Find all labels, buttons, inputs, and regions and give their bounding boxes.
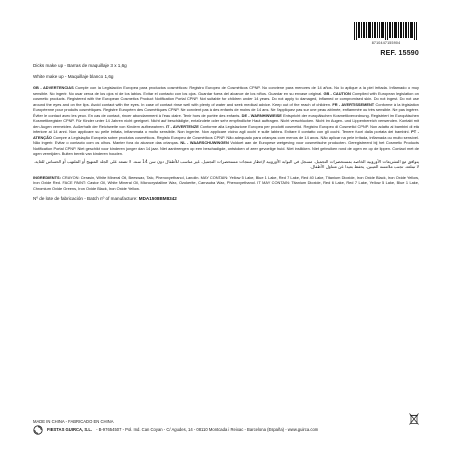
warning-it-text: Conforme alla Legislazione Europea per prodotti cosmetici. Registro Europeo di Cosmetici CPNP. Non adatto ai bambini di età inferiore ai 14 anni. Non applicare su pelle irritata, infiammata o molto sensibile. Non ingerire. Non applicare vicino agli occhi e sulle labbra. Evitare il contatto con gli occhi. Tenere fuori dalla portata dei bambini. <box>33 123 419 134</box>
recycle-icon <box>33 425 43 435</box>
warning-it-heading: IT - AVVERTENZE <box>165 123 199 129</box>
batch-line <box>33 196 419 202</box>
ingredients-block <box>33 175 419 192</box>
trash-bin-icon <box>409 413 419 425</box>
warning-caution-text: Complied with European legislation on cosmetic products. Registered with the European Cosmetics Product Notification Portal CPNP. Not suitable for children under 14 years. Do not apply to damaged, inflamed or compromised skin. Do not ingest. Do not use around the eyes and on the lips. Avoid contact with the eyes. In case of contact rinse well with plenty of water and seek medical advice. Keep out of the reach of children. <box>33 90 419 107</box>
warning-en-text: Cumple con la Legislación Europea para productos cosméticos: Registro Europeo de Cosméticos CPNP. No conviene para menores de 14 años. No lo aplique a la piel irritada. Inflamado o muy sensible. No ingerir. No usar cerca de los ojos ni de los labios. Evitar el contacto con los ojos. Guardar fuera del alcance de los niños. Guardar en su envase original. <box>33 85 419 96</box>
product-line-2: White make up - Maquillaje blanco 1,6g <box>33 74 114 79</box>
company-name: FIESTAS GUIRCA, S.L. <box>47 426 93 432</box>
label-content <box>33 63 419 202</box>
product-reference: REF. 15590 <box>380 50 419 57</box>
barcode-number: 8710447155904 <box>371 41 401 45</box>
warning-fr-text: Conforme à la législation Européenne pour produits cosmétiques. Registre Européen des Cosmétiques CPNP. Ne convient pas à des enfants de moins de 14 ans. Ne l'appliquez pas sur une peau abîmée, enflammée ou très sensible. Ne pas ingérer. Éviter le contact avec les yeux. En cas de contact, rincer abondamment à l'eau claire. Tenir hors de portée des enfants. <box>33 101 419 118</box>
made-in-text: MADE IN CHINA - FABRICADO EN CHINA <box>33 419 114 424</box>
label-footer <box>33 419 419 435</box>
barcode-icon <box>353 22 419 40</box>
warning-de-text: Entspricht der europäischen Kosmetikverordnung. Registriert im Europäischen Kosmetikregister CPNP. Für Kinder unter 14 Jahren nicht geeignet. Nicht auf beschädigte, entzündete oder sehr empfindliche Haut auftragen. Nicht verschlucken. Nicht im Augen- und Lippenbereich verwenden. Kontakt mit den Augen vermeiden. Außerhalb der Reichweite von Kindern aufbewahren. <box>33 112 419 129</box>
warning-caution-heading: GB - CAUTION <box>323 90 351 96</box>
company-details: - B-97654507 - Pol. Ind. Can Coyan - C/ Agudes, 14 - 08110 Montcada i Reixac - Barcelona (España) - www.guirca.com <box>96 426 319 432</box>
batch-value: MDA1508BM8342 <box>138 196 177 202</box>
company-line <box>33 425 419 435</box>
warning-de-heading: DE - WARNHINWEISE <box>241 112 282 118</box>
warning-nl-text: Voldoet aan de Europese wetgeving voor cosmetische producten. Geregistreerd bij het Cosmetic Products Notification Portal CPNP. Niet geschikt voor kinderen jonger dan 14 jaar. Niet aanbrengen op een beschadigde, ontstoken of zeer gevoelige huid. Niet inslikken. Niet gebruiken rond de ogen en op de lippen. Contact met de ogen vermijden. Buiten bereik van kinderen houden. <box>33 140 419 156</box>
warning-pt-text: Cumpre a Legislação Europeia sobre produtos cosméticos. Registo Europeu de Cosméticos CPNP. Não adequado para crianças com menos de 14 anos. Não aplicar na pele irritada, inflamada ou muito sensível. Não ingerir. Evitar o contacto com os olhos. Manter fora do alcance das crianças. <box>33 134 419 145</box>
warning-en-heading: GB - ADVERTENCIAS <box>33 85 74 90</box>
barcode-block <box>353 22 419 45</box>
product-line-1: Dicks make up - Barras de maquillaje 3 x 1,6g <box>33 63 127 68</box>
batch-label: Nº de lote de fabricación - Batch nº of manufacture: <box>33 196 138 202</box>
warning-ar-text: يتوافق مع التشريعات الأوروبية الخاصة بمستحضرات التجميل. مسجل في البوابة الأوروبية لإخطار منتجات مستحضرات التجميل. غير مناسب للأطفال دون سن 14 سنة. لا تضعه على الجلد المتهيج أو الملتهب أو الحساس للغاية. لا تبتلعه. تجنب ملامسة العينين. يحفظ بعيدا عن متناول الأطفال. <box>33 158 419 170</box>
ingredients-heading: INGREDIENTS: <box>33 174 61 180</box>
warning-pt-heading: PT - ATENÇÃO <box>33 129 419 140</box>
warnings-block <box>33 85 419 157</box>
warning-fr-heading: FR - AVERTISSEMENT <box>332 101 375 107</box>
warning-nl-heading: NL - WAARSCHUWINGEN <box>180 140 229 145</box>
ingredients-text: CRAYON: Cerasin, White Mineral Oil, Beeswax, Talc, Phenoxyethanol, Lanolin. MAY CONTAIN: Yellow 5 Lake, Blue 1 Lake, Red 7 Lake, Red 40 Lake, Titanium Dioxide, Iron Oxide Black, Iron Oxide Yellow, Iron Oxide Red. FACE PAINT: Castor Oil, White Mineral Oil, Microcrystalline Wax, Ozokerite, Carnauba Wax, Phenoxyethanol. IT MAY CONTAIN: Titanium Dioxide, Red 6 Lake, Red 7 Lake, Yellow 5 Lake, Blue 1 Lake, Chromium Oxide Greens, Iron Oxide Black, Iron Oxide Yellow. <box>33 174 419 191</box>
